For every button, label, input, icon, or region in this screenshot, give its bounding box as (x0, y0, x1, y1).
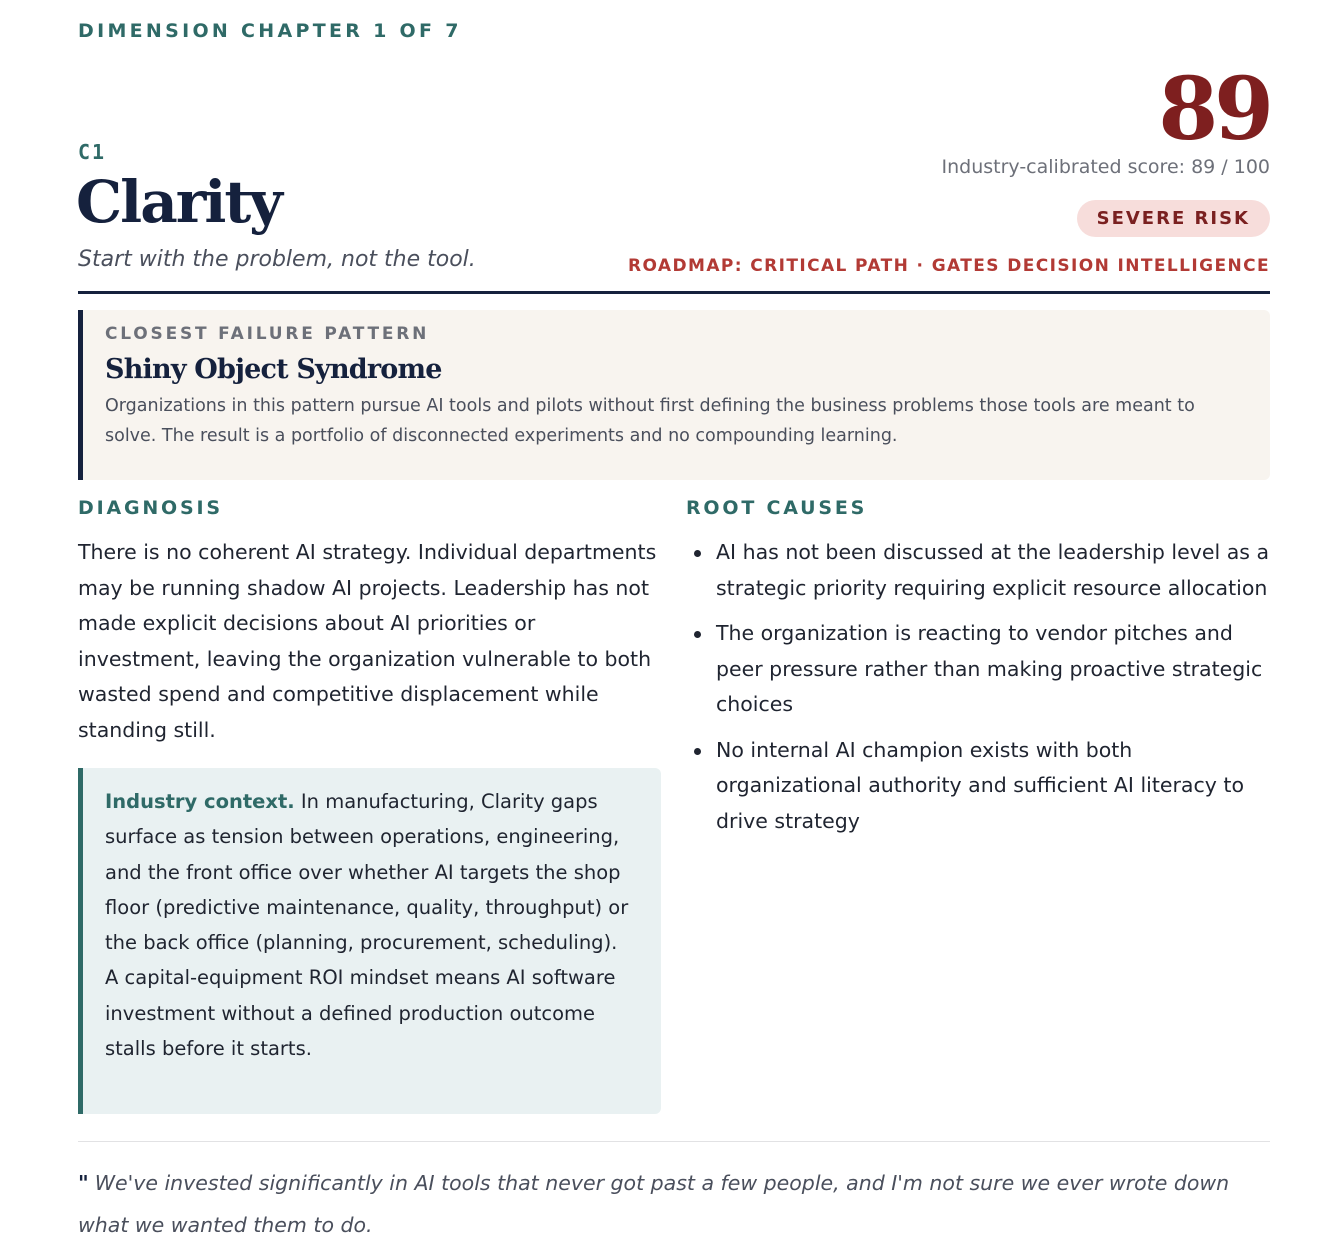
root-cause-text: The organization is reacting to vendor pitches and peer pressure rather than making proactive strategic choices (716, 621, 1263, 716)
list-item (686, 733, 1270, 840)
header-divider (78, 291, 1270, 294)
bullet-icon (694, 631, 701, 638)
failure-pattern-label: CLOSEST FAILURE PATTERN (105, 324, 430, 344)
diagnosis-text: There is no coherent AI strategy. Individual departments may be running shadow AI projects. Leadership has not made explicit decisions about AI priorities or investment, leaving the organization vulnerable to both wasted spend and competitive displacement while standing still. (78, 540, 657, 742)
score-value: 89 (1158, 59, 1270, 160)
root-causes-label: ROOT CAUSES (686, 497, 868, 519)
industry-context-text: In manufacturing, Clarity gaps surface as tension between operations, engineering, and the front office over whether AI targets the shop floor (predictive maintenance, quality, throughput) or the back office (planning, procurement, scheduling). A capital-equipment ROI mindset means AI software investment without a defined production outcome stalls before it starts. (105, 790, 629, 1061)
chapter-eyebrow: DIMENSION CHAPTER 1 OF 7 (78, 20, 462, 42)
list-item (686, 535, 1270, 606)
diagnosis-section (78, 497, 661, 748)
pull-quote (78, 1162, 1270, 1246)
quote-text: We've invested significantly in AI tools that never got past a few people, and I'm not sure we ever wrote down what we wanted them to do. (78, 1171, 1230, 1237)
diagnosis-label: DIAGNOSIS (78, 497, 223, 519)
score-caption: Industry-calibrated score: 89 / 100 (941, 156, 1270, 178)
root-causes-list (686, 535, 1270, 839)
failure-pattern-title: Shiny Object Syndrome (105, 354, 442, 385)
roadmap-label: ROADMAP: CRITICAL PATH · GATES DECISION INTELLIGENCE (628, 256, 1270, 276)
list-item (686, 616, 1270, 723)
quote-divider (78, 1141, 1270, 1142)
score-block (941, 59, 1271, 178)
root-cause-text: No internal AI champion exists with both organizational authority and sufficient AI literacy to drive strategy (716, 737, 1244, 833)
failure-pattern-description: Organizations in this pattern pursue AI tools and pilots without first defining the business problems those tools are meant to solve. The result is a portfolio of disconnected experiments and no compounding learning. (105, 396, 1195, 446)
risk-badge: SEVERE RISK (1077, 200, 1270, 237)
root-causes-section (686, 497, 1270, 849)
failure-pattern-callout (78, 310, 1270, 480)
tagline: Start with the problem, not the tool. (78, 247, 476, 272)
quote-mark-icon: " (78, 1171, 89, 1195)
industry-context-lead: Industry context. (105, 790, 295, 813)
bullet-icon (694, 550, 701, 557)
bullet-icon (694, 748, 701, 755)
industry-context-callout (78, 768, 661, 1114)
dimension-code: C1 (78, 140, 107, 164)
page-title: Clarity (76, 168, 281, 236)
root-cause-text: AI has not been discussed at the leadership level as a strategic priority requiring explicit resource allocation (716, 540, 1270, 600)
